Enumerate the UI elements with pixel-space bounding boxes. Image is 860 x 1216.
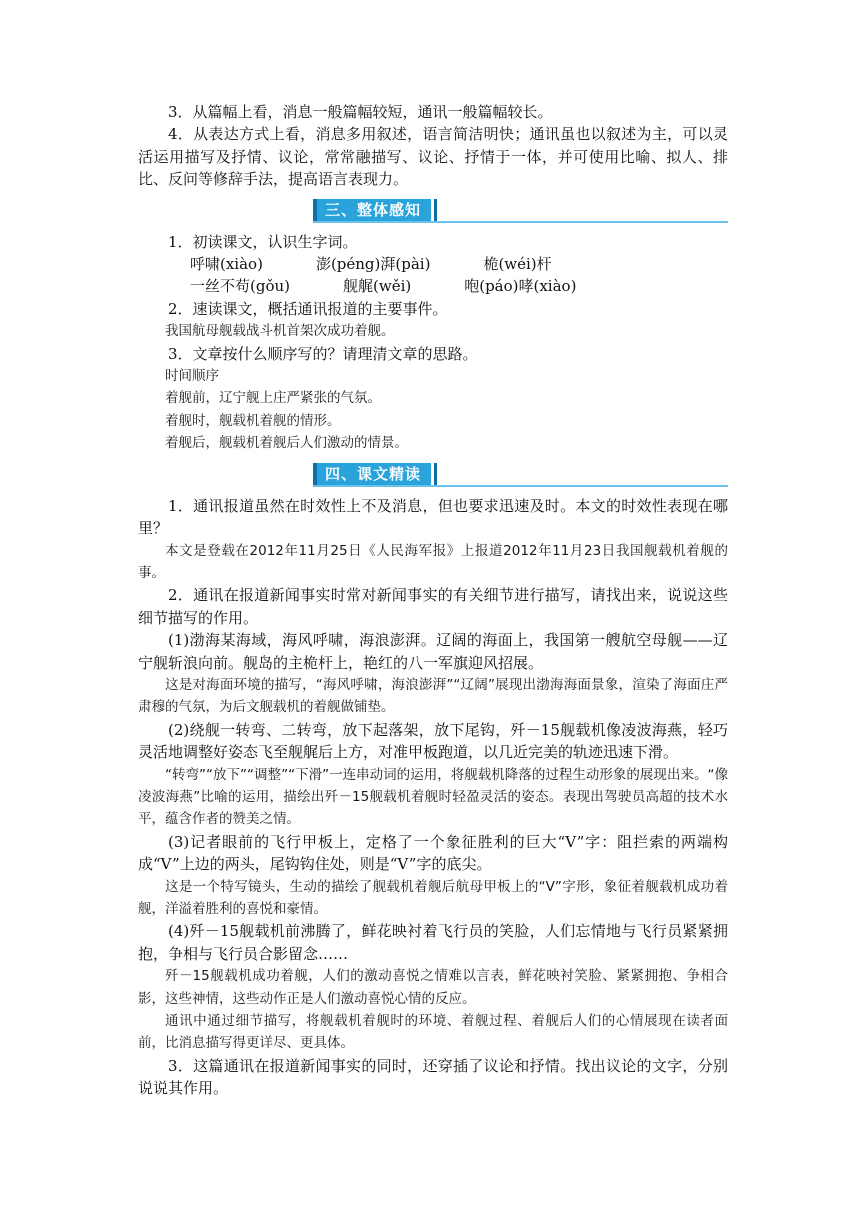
detail-analysis-2: “转弯”“放下”“调整”“下滑”一连串动词的运用，将舰载机降落的过程生动形象的展现出来。“像凌波海燕”比喻的运用，描绘出歼－15舰载机着舰时轻盈灵活的姿态。表现出驾驶员高超的技术水平，蕴含作者的赞美之情。 (138, 766, 728, 828)
overview-question-3: 3．文章按什么顺序写的？请理清文章的思路。 (168, 344, 478, 363)
vocab-item: 呼啸(xiào) (190, 255, 263, 274)
detail-excerpt-1: (1)渤海某海域，海风呼啸，海浪澎湃。辽阔的海面上，我国第一艘航空母舰——辽宁舰斩浪向前。舰岛的主桅杆上，艳红的八一军旗迎风招展。 (138, 631, 728, 672)
section-heading-rule (313, 485, 728, 487)
overview-answer-3-line: 着舰后，舰载机着舰后人们激动的情景。 (165, 435, 408, 452)
vocab-item: 澎(péng)湃(pài) (315, 255, 431, 274)
vocab-item: 一丝不苟(gǒu) (190, 277, 290, 296)
overview-answer-3-line: 着舰前，辽宁舰上庄严紧张的气氛。 (165, 390, 381, 407)
overview-answer-2: 我国航母舰载战斗机首架次成功着舰。 (165, 323, 395, 340)
vocab-item: 舰艉(wěi) (343, 277, 412, 296)
reading-question-1: 1．通讯报道虽然在时效性上不及消息，但也要求迅速及时。本文的时效性表现在哪里？ (138, 496, 728, 538)
vocab-item: 桅(wéi)杆 (483, 255, 552, 274)
detail-analysis-3: 这是一个特写镜头，生动的描绘了舰载机着舰后航母甲板上的“V”字形，象征着舰载机成功着舰，洋溢着胜利的喜悦和豪情。 (138, 878, 728, 917)
overview-question-2: 2．速读课文，概括通讯报道的主要事件。 (168, 299, 448, 318)
reading-answer-1: 本文是登载在2012年11月25日《人民海军报》上报道2012年11月23日我国舰载机着舰的事。 (138, 542, 728, 581)
detail-summary: 通讯中通过细节描写，将舰载机着舰时的环境、着舰过程、着舰后人们的心情展现在读者面前，比消息描写得更详尽、更具体。 (138, 1013, 728, 1052)
overview-answer-3-line: 时间顺序 (165, 368, 219, 385)
section-heading-label: 三、整体感知 (313, 199, 431, 221)
detail-excerpt-4: (4)歼－15舰载机前沸腾了，鲜花映衬着飞行员的笑脸，人们忘情地与飞行员紧紧拥抱，争相与飞行员合影留念…… (138, 922, 728, 963)
detail-excerpt-3: (3)记者眼前的飞行甲板上，定格了一个象征胜利的巨大“V”字：阻拦索的两端构成“V”上边的两头，尾钩钩住处，则是“V”字的底尖。 (138, 832, 728, 874)
reading-question-2: 2．通讯在报道新闻事实时常对新闻事实的有关细节进行描写，请找出来，说说这些细节描写的作用。 (138, 586, 728, 627)
section-heading-rule (313, 221, 728, 223)
overview-answer-3-line: 着舰时，舰载机着舰的情形。 (165, 412, 341, 429)
vocab-row-1 (138, 253, 728, 275)
section-heading-overview (138, 197, 728, 225)
intro-point-4: 4．从表达方式上看，消息多用叙述，语言简洁明快；通讯虽也以叙述为主，可以灵活运用描写及抒情、议论，常常融描写、议论、抒情于一体，并可使用比喻、拟人、排比、反问等修辞手法，提高语言表现力。 (138, 125, 728, 189)
reading-question-3: 3．这篇通讯在报道新闻事实的同时，还穿插了议论和抒情。找出议论的文字，分别说说其作用。 (138, 1056, 728, 1098)
document-content (138, 101, 728, 1100)
detail-excerpt-2: (2)绕舰一转弯、二转弯，放下起落架，放下尾钩，歼－15舰载机像凌波海燕，轻巧灵活地调整好姿态飞至舰艉后上方，对准甲板跑道，以几近完美的轨迹迅速下滑。 (138, 720, 728, 762)
section-heading-label: 四、课文精读 (313, 463, 431, 485)
detail-analysis-1: 这是对海面环境的描写，“海风呼啸，海浪澎湃”“辽阔”展现出渤海海面景象，渲染了海面庄严肃穆的气氛，为后文舰载机的着舰做铺垫。 (138, 676, 728, 716)
vocab-row-2 (138, 275, 728, 297)
intro-point-3: 3．从篇幅上看，消息一般篇幅较短，通讯一般篇幅较长。 (168, 103, 553, 121)
section-heading-close-reading (138, 461, 728, 489)
overview-question-1: 1．初读课文，认识生字词。 (168, 232, 358, 251)
vocab-item: 咆(páo)哮(xiào) (464, 277, 577, 296)
detail-analysis-4: 歼－15舰载机成功着舰，人们的激动喜悦之情难以言表，鲜花映衬笑脸、紧紧拥抱、争相合影，这些神情，这些动作正是人们激动喜悦心情的反应。 (138, 968, 728, 1007)
